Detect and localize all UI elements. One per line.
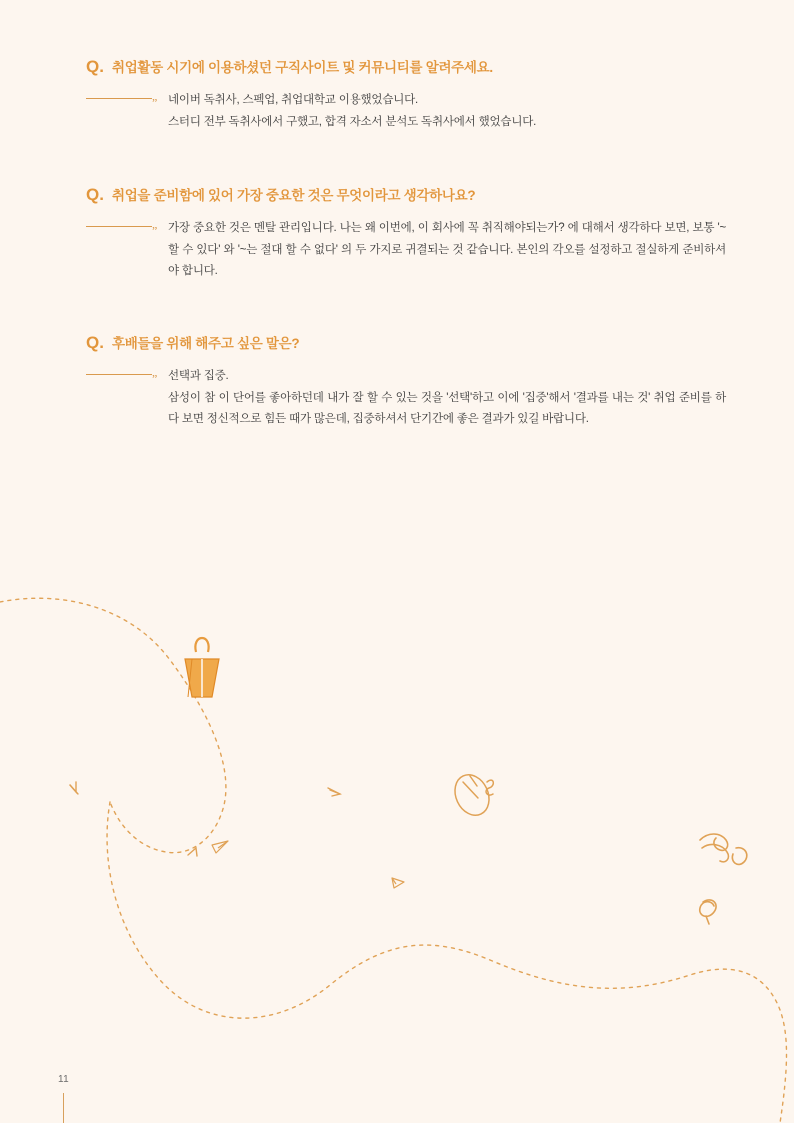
question-text: 후배들을 위해 해주고 싶은 말은?: [111, 336, 300, 351]
answer-row: [86, 366, 726, 430]
arrow-icon: [70, 782, 78, 794]
question-text: 취업을 준비함에 있어 가장 중요한 것은 무엇이라고 생각하나요?: [111, 188, 476, 203]
page-number: 11: [58, 1074, 69, 1085]
answer-row: [86, 218, 726, 282]
dotted-path: [107, 802, 786, 1123]
answer-row: [86, 90, 726, 133]
question-row: [86, 185, 726, 205]
paperclips-icon: [700, 834, 747, 864]
binder-clip-icon: [185, 638, 219, 697]
question-text: 취업활동 시기에 이용하셨던 구직사이트 및 커뮤니티를 알려주세요.: [111, 60, 493, 75]
question-row: [86, 57, 726, 77]
lead-rule: [86, 98, 152, 99]
answer-lead-line: [86, 90, 168, 108]
question-row: [86, 333, 726, 353]
answer-line: 삼성이 참 이 단어를 좋아하던데 내가 잘 할 수 있는 것을 '선택'하고 이에 '집중'해서 '결과를 내는 것' 취업 준비를 하다 보면 정신적으로 힘든 때가 많은데, 집중하셔서 단기간에 좋은 결과가 있길 바랍니다.: [168, 391, 726, 425]
lead-rule: [86, 374, 152, 375]
answer-text: [168, 218, 726, 282]
dotted-path: [0, 598, 226, 852]
computer-mouse-icon: [449, 769, 496, 821]
decorative-illustration: [0, 560, 794, 1123]
paperclip-icon: [700, 900, 716, 924]
quote-mark-icon: „: [152, 365, 158, 380]
quote-mark-icon: „: [152, 89, 158, 104]
question-marker: Q.: [86, 185, 104, 204]
answer-lead-line: [86, 366, 168, 384]
answer-line: 네이버 독취사, 스펙업, 취업대학교 이용했었습니다.: [168, 94, 419, 107]
question-marker: Q.: [86, 57, 104, 76]
lead-rule: [86, 226, 152, 227]
answer-line: 선택과 집중.: [168, 370, 229, 383]
arrow-icon: [328, 788, 340, 796]
answer-lead-line: [86, 218, 168, 236]
answer-text: [168, 90, 726, 133]
answer-line: 스터디 전부 독취사에서 구했고, 합격 자소서 분석도 독취사에서 했었습니다.: [168, 115, 537, 128]
quote-mark-icon: „: [152, 217, 158, 232]
qa-block: [86, 185, 726, 282]
page-number-rule: [63, 1093, 64, 1123]
question-marker: Q.: [86, 333, 104, 352]
qa-block: [86, 333, 726, 430]
paper-plane-icon: [212, 841, 228, 853]
qa-block: [86, 57, 726, 133]
answer-text: [168, 366, 726, 430]
arrow-icon: [188, 848, 197, 856]
paper-plane-icon: [392, 878, 404, 888]
answer-line: 가장 중요한 것은 멘탈 관리입니다. 나는 왜 이번에, 이 회사에 꼭 취직해야되는가? 에 대해서 생각하다 보면, 보통 '~할 수 있다' 와 '~는 절대 할 수 없다' 의 두 가지로 귀결되는 것 같습니다. 본인의 각오를 설정하고 절실하게 준비하셔야 합니다.: [168, 222, 726, 277]
